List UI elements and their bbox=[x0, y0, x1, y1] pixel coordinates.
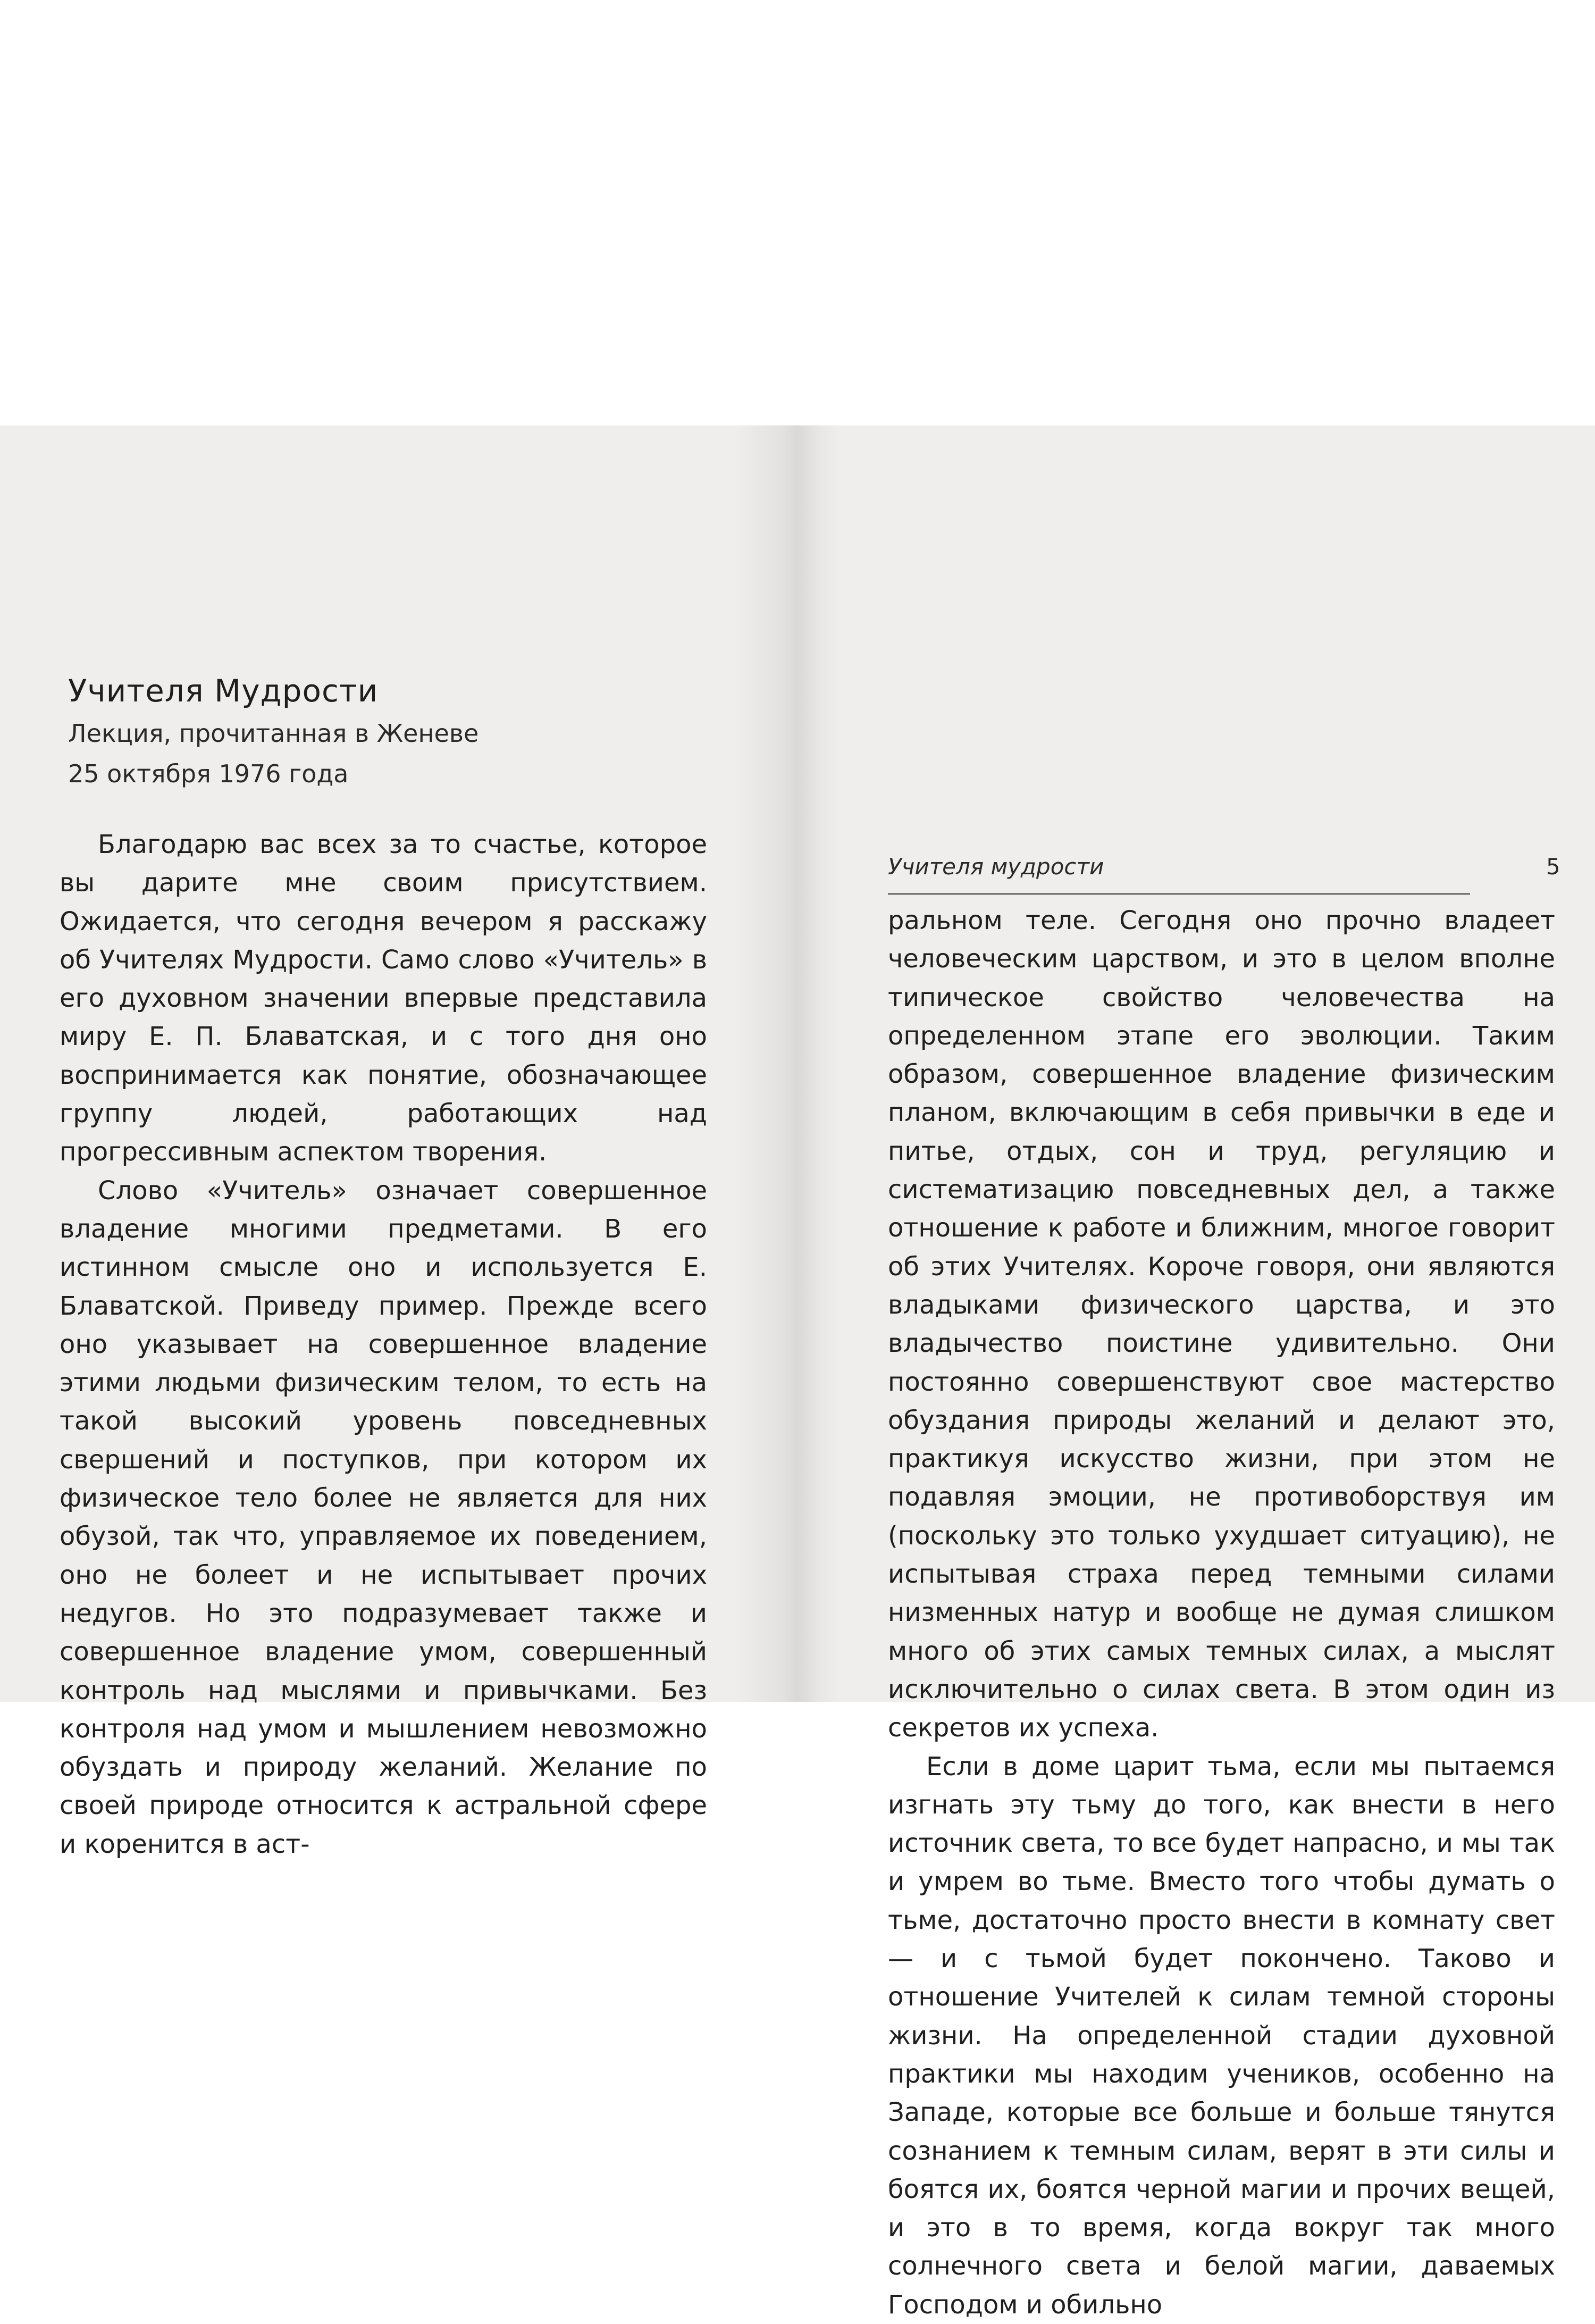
chapter-title: Учителя Мудрости bbox=[68, 673, 379, 709]
paragraph: Благодарю вас всех за то счастье, которое вы дарите мне своим присутствием. Ожидается, что сегодня вечером я расскажу об Учителях Мудрости. Само слово «Учитель» в его духовном значении впервые представила миру Е. П. Блаватская, и с того дня оно воспринимается как понятие, обозначающее группу людей, работающих над прогрессивным аспектом творения. bbox=[60, 830, 707, 1167]
paragraph: Если в доме царит тьма, если мы пытаемся изгнать эту тьму до того, как внести в него источник света, то все будет напрасно, и мы так и умрем во тьме. Вместо того чтобы думать о тьме, достаточно просто внести в комнату свет — и с тьмой будет покончено. Таково и отношение Учителей к силам темной стороны жизни. На определенной стадии духовной практики мы находим учеников, особенно на Западе, которые все больше и больше тянутся сознанием к темным силам, верят в эти силы и боятся их, боятся черной магии и прочих вещей, и это в то время, когда вокруг так много солнечного света и белой магии, даваемых Господом и обильно bbox=[888, 1751, 1555, 2320]
left-page-body bbox=[60, 825, 707, 1863]
header-rule bbox=[888, 893, 1470, 895]
lecture-subtitle: Лекция, прочитанная в Женеве bbox=[68, 719, 479, 748]
book-spread bbox=[0, 425, 1595, 2320]
paragraph: ральном теле. Сегодня оно прочно владеет человеческим царством, и это в целом вполне типическое свойство человечества на определенном этапе его эволюции. Таким образом, совершенное владение физическим планом, включающим в себя привычки в еде и питье, отдых, сон и труд, регуляцию и систематизацию повседневных дел, а также отношение к работе и ближним, многое говорит об этих Учителях. Короче говоря, они являются владыками физического царства, и это владычество поистине удивительно. Они постоянно совершенствуют свое мастерство обуздания природы желаний и делают это, практикуя искусство жизни, при этом не подавляя эмоции, не противоборствуя им (поскольку это только ухудшает ситуацию), не испытывая страха перед темными силами низменных натур и вообще не думая слишком много об этих самых темных силах, а мыслят исключительно о силах света. В этом один из секретов их успеха. bbox=[888, 906, 1555, 1743]
lecture-date: 25 октября 1976 года bbox=[68, 759, 349, 788]
running-head: Учителя мудрости bbox=[888, 854, 1104, 880]
paragraph: Слово «Учитель» означает совершенное владение многими предметами. В его истинном смысле оно и используется Е. Блаватской. Приведу пример. Прежде всего оно указывает на совершенное владение этими людьми физическим телом, то есть на такой высокий уровень повседневных свершений и поступков, при котором их физическое тело более не является для них обузой, так что, управляемое их поведением, оно не болеет и не испытывает прочих недугов. Но это подразумевает также и совершенное владение умом, совершенный контроль над мыслями и привычками. Без контроля над умом и мышлением невозможно обуздать и природу желаний. Желание по своей природе относится к астральной сфере и коренится в аст- bbox=[60, 1175, 707, 1859]
page-number: 5 bbox=[1546, 854, 1560, 880]
right-page-body bbox=[888, 901, 1555, 2324]
